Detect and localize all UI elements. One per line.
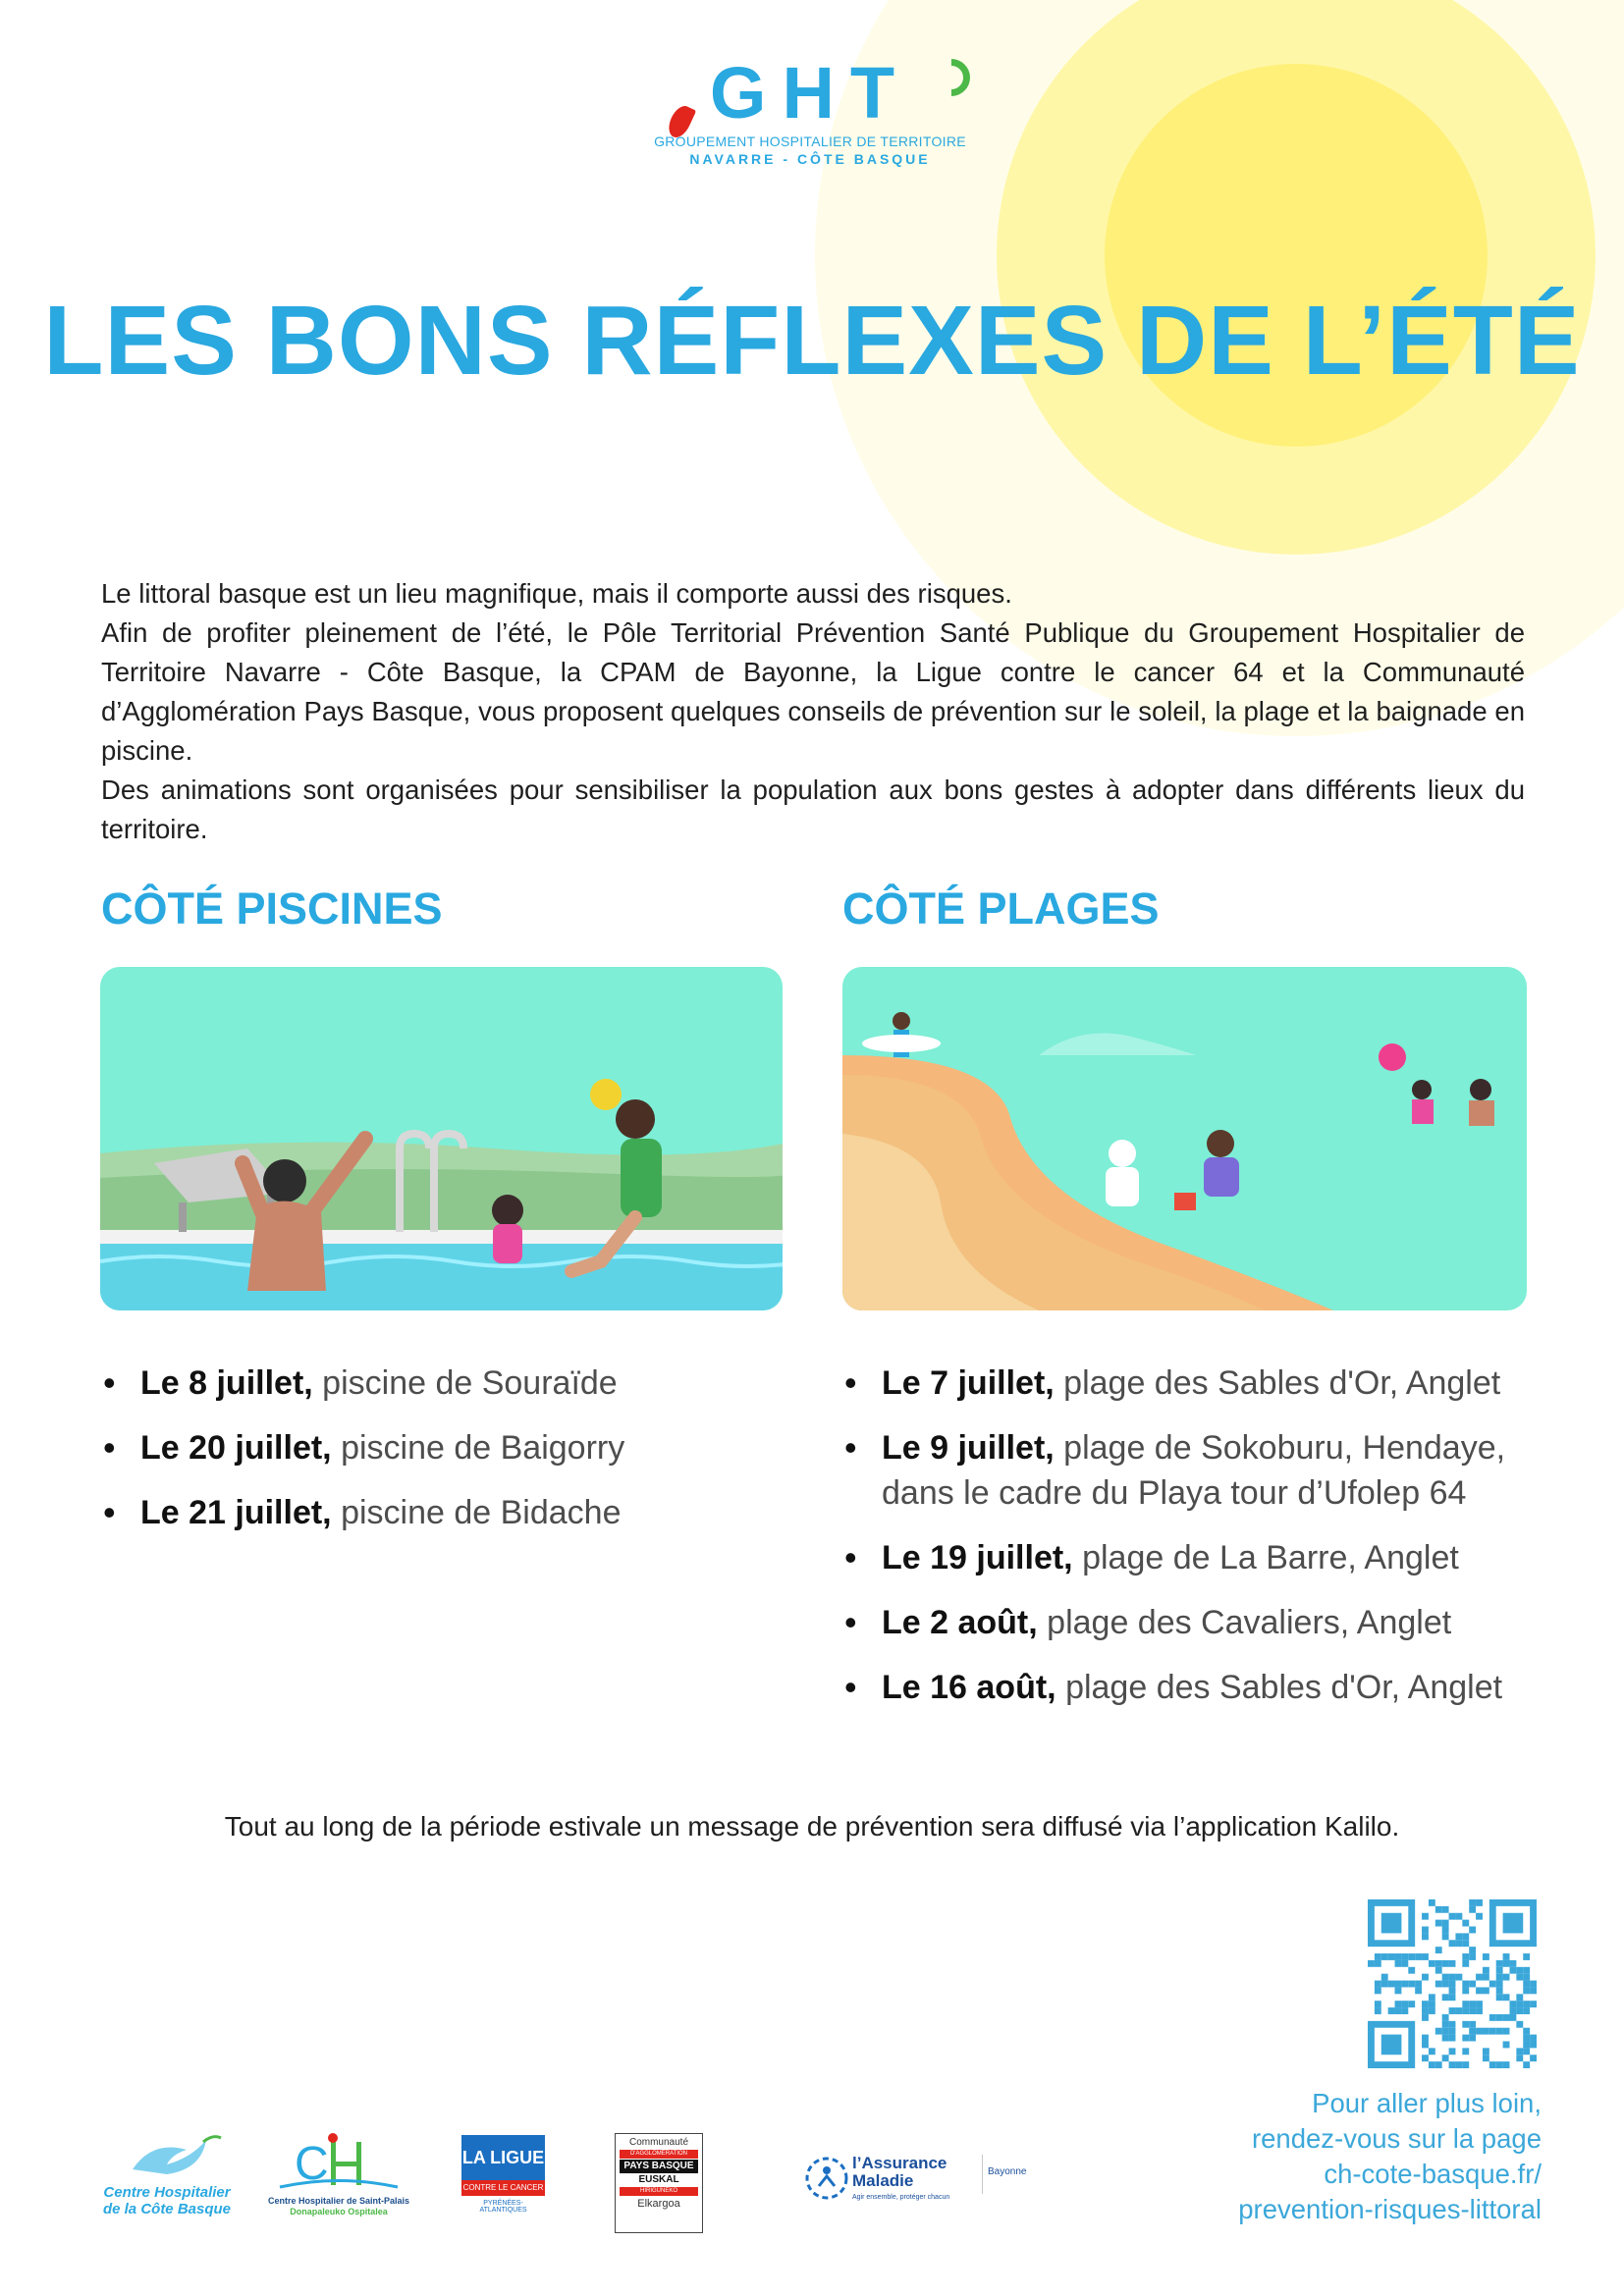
list-item: [842, 1600, 1530, 1645]
pool-illustration: [100, 967, 783, 1310]
more-info-line: Pour aller plus loin,: [1312, 2088, 1542, 2118]
logo-line1: GROUPEMENT HOSPITALIER DE TERRITOIRE: [654, 133, 966, 149]
partner-text: Donapaleuko Ospitalea: [290, 2207, 388, 2216]
intro-paragraph: Le littoral basque est un lieu magnifique, mais il comporte aussi des risques.: [101, 578, 1012, 609]
logo-acronym: GHT: [709, 52, 911, 133]
partner-text: Centre Hospitalier de Saint-Palais: [267, 2196, 410, 2206]
partner-text: l’Assurance: [852, 2154, 947, 2172]
partner-text: Bayonne: [988, 2166, 1027, 2177]
partner-text: Communauté: [628, 2137, 689, 2148]
beach-illustration: [842, 967, 1527, 1310]
assurance-maladie-figures-icon: [805, 2157, 848, 2200]
qr-code-icon[interactable]: [1368, 1899, 1537, 2068]
event-date: Le 8 juillet,: [140, 1364, 313, 1402]
event-date: Le 7 juillet,: [882, 1364, 1055, 1402]
event-date: Le 21 juillet,: [140, 1494, 332, 1531]
event-place: piscine de Souraïde: [322, 1364, 618, 1402]
partner-logo-ch-saint-palais: [260, 2130, 417, 2228]
partner-text: Elkargoa: [637, 2198, 680, 2210]
more-info-link[interactable]: ch-cote-basque.fr/: [1324, 2159, 1542, 2189]
pools-heading: CÔTÉ PISCINES: [101, 883, 443, 934]
event-place: plage des Cavaliers, Anglet: [1047, 1604, 1452, 1641]
event-place: piscine de Baigorry: [341, 1429, 625, 1467]
event-date: Le 2 août,: [882, 1604, 1038, 1641]
list-item: [842, 1425, 1530, 1516]
svg-text:C: C: [295, 2138, 329, 2190]
event-date: Le 20 juillet,: [140, 1429, 332, 1467]
partner-text: LA LIGUE: [461, 2135, 545, 2180]
page-title: LES BONS RÉFLEXES DE L’ÉTÉ: [43, 286, 1581, 396]
partner-text: HIRIGUNEKO: [620, 2187, 698, 2196]
list-item: [101, 1490, 788, 1535]
intro-text: [101, 574, 1525, 849]
event-date: Le 9 juillet,: [882, 1429, 1055, 1467]
partner-logo-la-ligue: [461, 2135, 545, 2233]
partner-text: PYRÉNÉES-ATLANTIQUES: [479, 2200, 527, 2214]
partner-text: Centre Hospitalier: [103, 2184, 231, 2201]
event-place: piscine de Bidache: [341, 1494, 622, 1531]
more-info-line: rendez-vous sur la page: [1251, 2123, 1542, 2154]
event-date: Le 16 août,: [882, 1669, 1056, 1706]
partner-logo-assurance-maladie: [805, 2155, 1041, 2214]
intro-paragraph: Des animations sont organisées pour sensibiliser la population aux bons gestes à adopter dans différents lieux du territoire.: [101, 774, 1525, 844]
intro-paragraph: Afin de profiter pleinement de l’été, le Pôle Territorial Prévention Santé Publique du Groupement Hospitalier de Territoire Navarre - Côte Basque, la CPAM de Bayonne, la Ligue contre le cancer 64 et la Communauté d’Agglomération Pays Basque, vous proposent quelques conseils de prévention sur le soleil, la plage et la baignade en piscine.: [101, 617, 1525, 766]
ght-logo: [648, 54, 972, 191]
partner-text: CONTRE LE CANCER: [461, 2180, 545, 2196]
partner-text: D'AGGLOMÉRATION: [620, 2150, 698, 2159]
more-info-link[interactable]: prevention-risques-littoral: [1238, 2194, 1542, 2224]
list-item: [842, 1361, 1530, 1406]
list-item: [101, 1361, 788, 1406]
beaches-events-list: [842, 1361, 1530, 1730]
event-date: Le 19 juillet,: [882, 1539, 1073, 1576]
partner-text: PAYS BASQUE: [620, 2160, 698, 2173]
partner-logo-ch-cote-basque: [93, 2130, 241, 2228]
list-item: [842, 1665, 1530, 1710]
partner-text: Agir ensemble, protéger chacun: [852, 2194, 950, 2201]
event-place: plage des Sables d'Or, Anglet: [1065, 1669, 1503, 1706]
pools-events-list: [101, 1361, 788, 1555]
ch-saint-palais-icon: [260, 2130, 417, 2191]
beaches-heading: CÔTÉ PLAGES: [842, 883, 1160, 934]
list-item: [101, 1425, 788, 1470]
kalilo-message: Tout au long de la période estivale un message de prévention sera diffusé via l’application Kalilo.: [224, 1811, 1400, 1842]
event-place: plage de Sokoburu, Hendaye, dans le cadre du Playa tour d’Ufolep 64: [882, 1429, 1506, 1512]
divider: [982, 2155, 983, 2194]
partner-text: Maladie: [852, 2171, 914, 2190]
more-info: [1100, 2086, 1542, 2227]
partner-text: EUSKAL: [638, 2174, 679, 2185]
list-item: [842, 1535, 1530, 1580]
partner-logo-communaute: [615, 2133, 703, 2233]
dove-icon: [93, 2130, 241, 2179]
logo-line2: NAVARRE - CÔTE BASQUE: [689, 151, 931, 167]
event-place: plage de La Barre, Anglet: [1082, 1539, 1459, 1576]
partner-text: de la Côte Basque: [102, 2201, 232, 2217]
event-place: plage des Sables d'Or, Anglet: [1063, 1364, 1501, 1402]
